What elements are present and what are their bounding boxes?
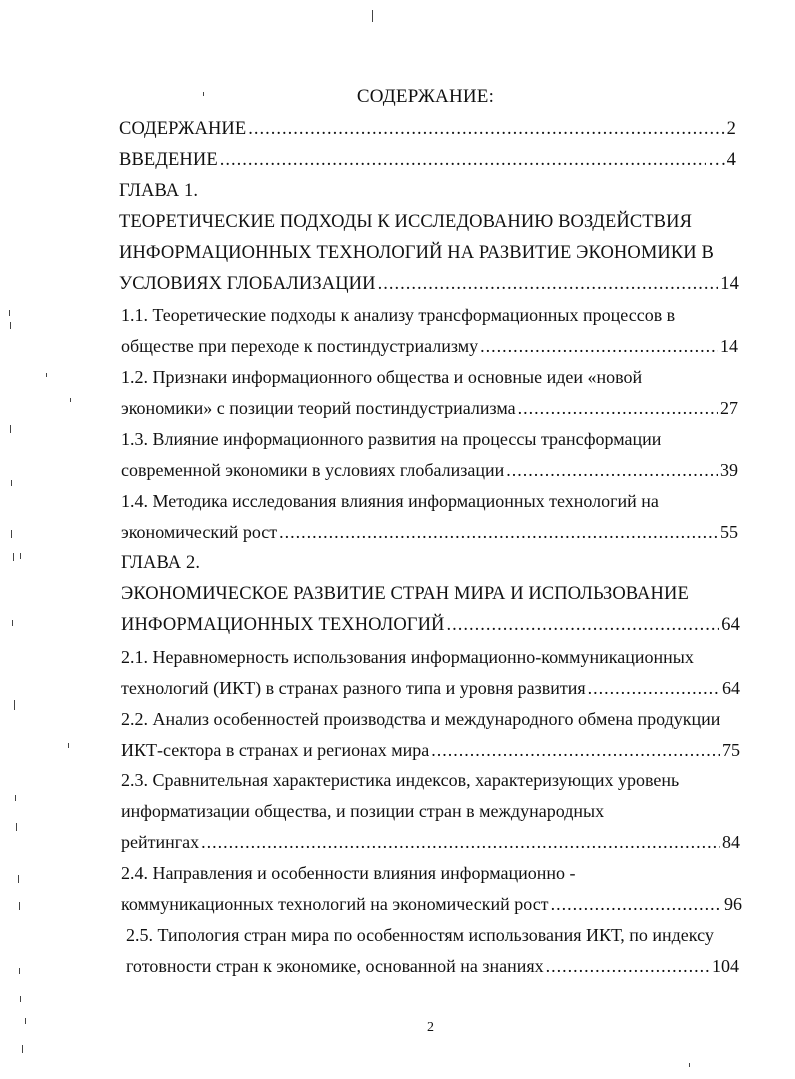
toc-entry-text: ИНФОРМАЦИОННЫХ ТЕХНОЛОГИЙ	[121, 615, 445, 635]
toc-entry-text: обществе при переходе к постиндустриализму	[121, 336, 479, 356]
leader-dots	[551, 892, 722, 916]
toc-entry-chapter-2	[121, 613, 740, 637]
chapter-1-label: ГЛАВА 1.	[119, 181, 199, 201]
section-1-4-line-1: 1.4. Методика исследования влияния информационных технологий на	[121, 491, 659, 511]
page-title: СОДЕРЖАНИЕ:	[356, 86, 495, 107]
toc-entry-section-1-2	[121, 396, 738, 420]
scan-artifact	[14, 700, 15, 710]
leader-dots	[378, 272, 719, 296]
section-1-1-line-1: 1.1. Теоретические подходы к анализу трансформационных процессов в	[121, 305, 676, 325]
leader-dots	[279, 520, 718, 544]
scan-artifact	[689, 1063, 690, 1067]
toc-entry-section-2-5	[126, 954, 739, 978]
toc-entry-text: экономики» с позиции теорий постиндустриализма	[121, 398, 516, 418]
toc-entry-introduction	[119, 148, 736, 172]
leader-dots	[546, 954, 710, 978]
toc-entry-page: 27	[720, 398, 738, 418]
toc-entry-page: 75	[722, 740, 740, 760]
scan-artifact	[46, 373, 47, 377]
leader-dots	[447, 613, 720, 637]
section-2-4-line-1: 2.4. Направления и особенности влияния информационно -	[121, 863, 576, 883]
scan-artifact	[203, 92, 204, 96]
toc-entry-text: СОДЕРЖАНИЕ	[119, 119, 247, 139]
toc-entry-contents	[119, 117, 736, 141]
scan-artifact	[9, 310, 10, 316]
section-2-3-line-2: информатизации общества, и позиции стран в международных	[121, 801, 605, 821]
section-2-5-line-1: 2.5. Типология стран мира по особенностям использования ИКТ, по индексу	[126, 925, 714, 945]
chapter-1-title-line-1: ТЕОРЕТИЧЕСКИЕ ПОДХОДЫ К ИССЛЕДОВАНИЮ ВОЗДЕЙСТВИЯ	[119, 212, 693, 232]
leader-dots	[518, 396, 718, 420]
leader-dots	[506, 458, 718, 482]
chapter-2-title-line-1: ЭКОНОМИЧЕСКОЕ РАЗВИТИЕ СТРАН МИРА И ИСПОЛЬЗОВАНИЕ	[121, 584, 689, 604]
toc-entry-page: 84	[722, 832, 740, 852]
scan-artifact	[22, 1045, 23, 1053]
scan-artifact	[18, 875, 19, 883]
section-2-2-line-1: 2.2. Анализ особенностей производства и международного обмена продукции	[121, 709, 721, 729]
leader-dots	[588, 676, 720, 700]
scan-artifact	[19, 902, 20, 910]
toc-entry-section-1-1	[121, 334, 738, 358]
toc-entry-chapter-1	[119, 272, 739, 296]
toc-entry-text: ИКТ-сектора в странах и регионах мира	[121, 740, 430, 760]
chapter-1-title-line-2: ИНФОРМАЦИОННЫХ ТЕХНОЛОГИЙ НА РАЗВИТИЕ ЭКОНОМИКИ В	[119, 243, 714, 263]
page-number: 2	[427, 1020, 434, 1035]
toc-entry-page: 14	[720, 336, 738, 356]
leader-dots	[480, 334, 718, 358]
toc-entry-page: 96	[724, 894, 742, 914]
toc-entry-section-1-3	[121, 458, 738, 482]
scan-artifact	[20, 553, 21, 559]
leader-dots	[248, 117, 724, 141]
toc-entry-text: коммуникационных технологий на экономический рост	[121, 894, 549, 914]
toc-entry-text: экономический рост	[121, 522, 278, 542]
toc-entry-section-2-1	[121, 676, 740, 700]
scan-artifact	[70, 398, 71, 402]
toc-entry-page: 64	[722, 678, 740, 698]
section-2-3-line-1: 2.3. Сравнительная характеристика индексов, характеризующих уровень	[121, 770, 680, 790]
scan-artifact	[16, 823, 17, 831]
toc-entry-page: 55	[720, 522, 738, 542]
leader-dots	[431, 738, 720, 762]
toc-entry-section-2-4	[121, 892, 742, 916]
chapter-2-label: ГЛАВА 2.	[121, 553, 201, 573]
toc-entry-text: готовности стран к экономике, основанной на знаниях	[126, 956, 544, 976]
scan-artifact	[19, 968, 20, 974]
scan-artifact	[20, 996, 21, 1002]
toc-entry-page: 39	[720, 460, 738, 480]
scan-artifact	[15, 795, 16, 801]
toc-entry-text: технологий (ИКТ) в странах разного типа и уровня развития	[121, 678, 586, 698]
scan-artifact	[13, 553, 14, 561]
toc-entry-text: рейтингах	[121, 832, 200, 852]
scan-artifact	[10, 425, 11, 433]
scan-artifact	[372, 10, 373, 22]
scan-artifact	[11, 480, 12, 486]
section-1-3-line-1: 1.3. Влияние информационного развития на процессы трансформации	[121, 429, 662, 449]
toc-entry-page: 2	[726, 119, 736, 139]
toc-entry-section-2-2	[121, 738, 740, 762]
toc-entry-page: …4	[708, 150, 736, 170]
leader-dots	[201, 830, 720, 854]
toc-entry-section-2-3	[121, 830, 740, 854]
toc-entry-page: 64	[721, 615, 740, 635]
scan-artifact	[10, 322, 11, 329]
toc-entry-page: 104	[712, 956, 739, 976]
toc-entry-page: 14	[720, 274, 739, 294]
toc-entry-text: современной экономики в условиях глобализации	[121, 460, 505, 480]
scan-artifact	[11, 530, 12, 538]
toc-entry-section-1-4	[121, 520, 738, 544]
leader-dots	[220, 148, 706, 172]
scan-artifact	[25, 1018, 26, 1024]
scan-artifact	[68, 743, 69, 748]
scan-artifact	[12, 620, 13, 626]
section-1-2-line-1: 1.2. Признаки информационного общества и основные идеи «новой	[121, 367, 643, 387]
toc-entry-text: ВВЕДЕНИЕ	[119, 150, 218, 170]
section-2-1-line-1: 2.1. Неравномерность использования информационно-коммуникационных	[121, 647, 694, 667]
toc-entry-text: УСЛОВИЯХ ГЛОБАЛИЗАЦИИ	[119, 274, 376, 294]
